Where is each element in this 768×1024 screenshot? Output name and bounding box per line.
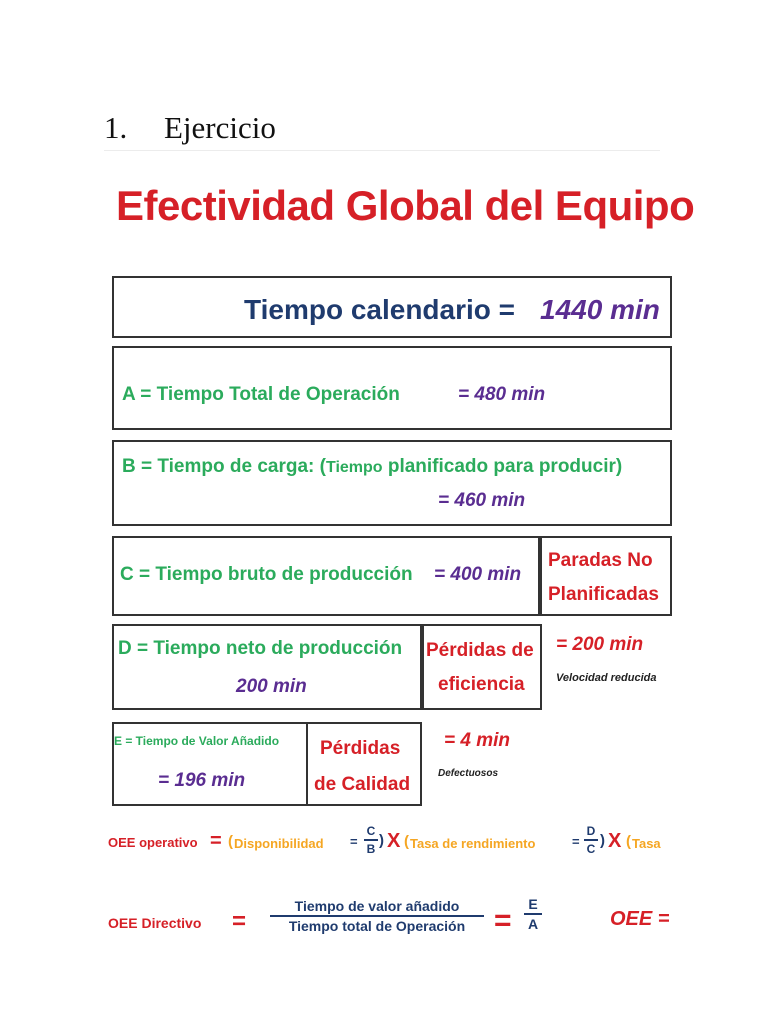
oee-operativo-rend-eq: = [572, 834, 580, 849]
c-value: = 400 min [434, 564, 522, 585]
oee-directivo-numerator: Tiempo de valor añadido [294, 898, 460, 914]
oee-operativo-tasa: Tasa [632, 836, 661, 851]
rend-numerator: D [586, 824, 596, 838]
d-label: D = Tiempo neto de producción [118, 638, 403, 659]
oee-operativo-close1: ) [379, 832, 384, 849]
b-label-main: B = Tiempo de carga: ( [122, 456, 326, 477]
oee-directivo-fraction [270, 898, 484, 934]
divider [104, 150, 660, 151]
b-label [122, 456, 622, 478]
oee-directivo-a: A [527, 916, 539, 932]
oee-directivo-label: OEE Directivo [108, 915, 202, 931]
c-loss-line2: Planificadas [548, 584, 659, 605]
e-loss-note: Defectuosos [438, 768, 499, 779]
oee-directivo-ea-fraction [524, 896, 542, 932]
oee-operativo-x1: X [387, 830, 401, 852]
section-heading [104, 110, 276, 146]
oee-operativo-close2: ) [600, 832, 605, 849]
e-loss-line2: de Calidad [314, 774, 411, 795]
d-loss-line2: eficiencia [438, 674, 525, 695]
b-label-small: Tiempo [325, 459, 383, 476]
oee-operativo-open1: ( [228, 833, 233, 850]
oee-operativo-rend-fraction [584, 824, 598, 856]
calendar-label: Tiempo calendario = [244, 294, 516, 325]
c-label: C = Tiempo bruto de producción [120, 564, 413, 585]
oee-operativo-x2: X [608, 830, 622, 852]
d-loss-box [422, 624, 542, 710]
e-label: E = Tiempo de Valor Añadido [114, 734, 280, 748]
figure-title: Efectividad Global del Equipo [116, 182, 695, 229]
d-loss-note: Velocidad reducida [556, 672, 657, 684]
oee-operativo-rendimiento: Tasa de rendimiento [410, 836, 536, 851]
disp-denominator: B [366, 842, 376, 856]
section-number: 1. [104, 110, 128, 145]
oee-figure [104, 160, 695, 950]
e-loss-line1: Pérdidas [320, 738, 401, 759]
b-value: = 460 min [438, 490, 526, 511]
oee-directivo-fraction-bar [270, 915, 484, 917]
a-label: A = Tiempo Total de Operación [122, 384, 400, 405]
oee-directivo-eq2: = [494, 904, 512, 937]
oee-directivo-eq: = [232, 908, 247, 935]
rend-denominator: C [586, 842, 596, 856]
e-value: = 196 min [158, 770, 246, 791]
b-label-rest: planificado para producir) [382, 456, 623, 477]
oee-operativo-label: OEE operativo [108, 835, 198, 850]
oee-directivo-e: E [528, 896, 538, 912]
oee-operativo-disp-eq: = [350, 834, 358, 849]
c-loss-line1: Paradas No [548, 550, 653, 571]
e-loss-value: = 4 min [444, 730, 510, 751]
d-loss-value: = 200 min [556, 634, 644, 655]
oee-operativo-disponibilidad: Disponibilidad [234, 836, 324, 851]
oee-operativo-open3: ( [626, 833, 631, 850]
oee-directivo-tail: OEE = [610, 908, 670, 930]
b-box [112, 440, 672, 526]
oee-directivo-ea-bar [524, 913, 542, 915]
oee-operativo-disp-fraction [364, 824, 378, 856]
oee-operativo-eq: = [210, 830, 222, 852]
disp-fraction-bar [364, 839, 378, 841]
section-title: Ejercicio [164, 110, 276, 145]
oee-operativo-open2: ( [404, 833, 409, 850]
disp-numerator: C [366, 824, 376, 838]
oee-directivo-denominator: Tiempo total de Operación [288, 918, 466, 934]
rend-fraction-bar [584, 839, 598, 841]
a-value: = 480 min [458, 384, 546, 405]
calendar-value: 1440 min [540, 294, 660, 325]
d-value: 200 min [236, 676, 307, 697]
d-loss-line1: Pérdidas de [426, 640, 534, 661]
